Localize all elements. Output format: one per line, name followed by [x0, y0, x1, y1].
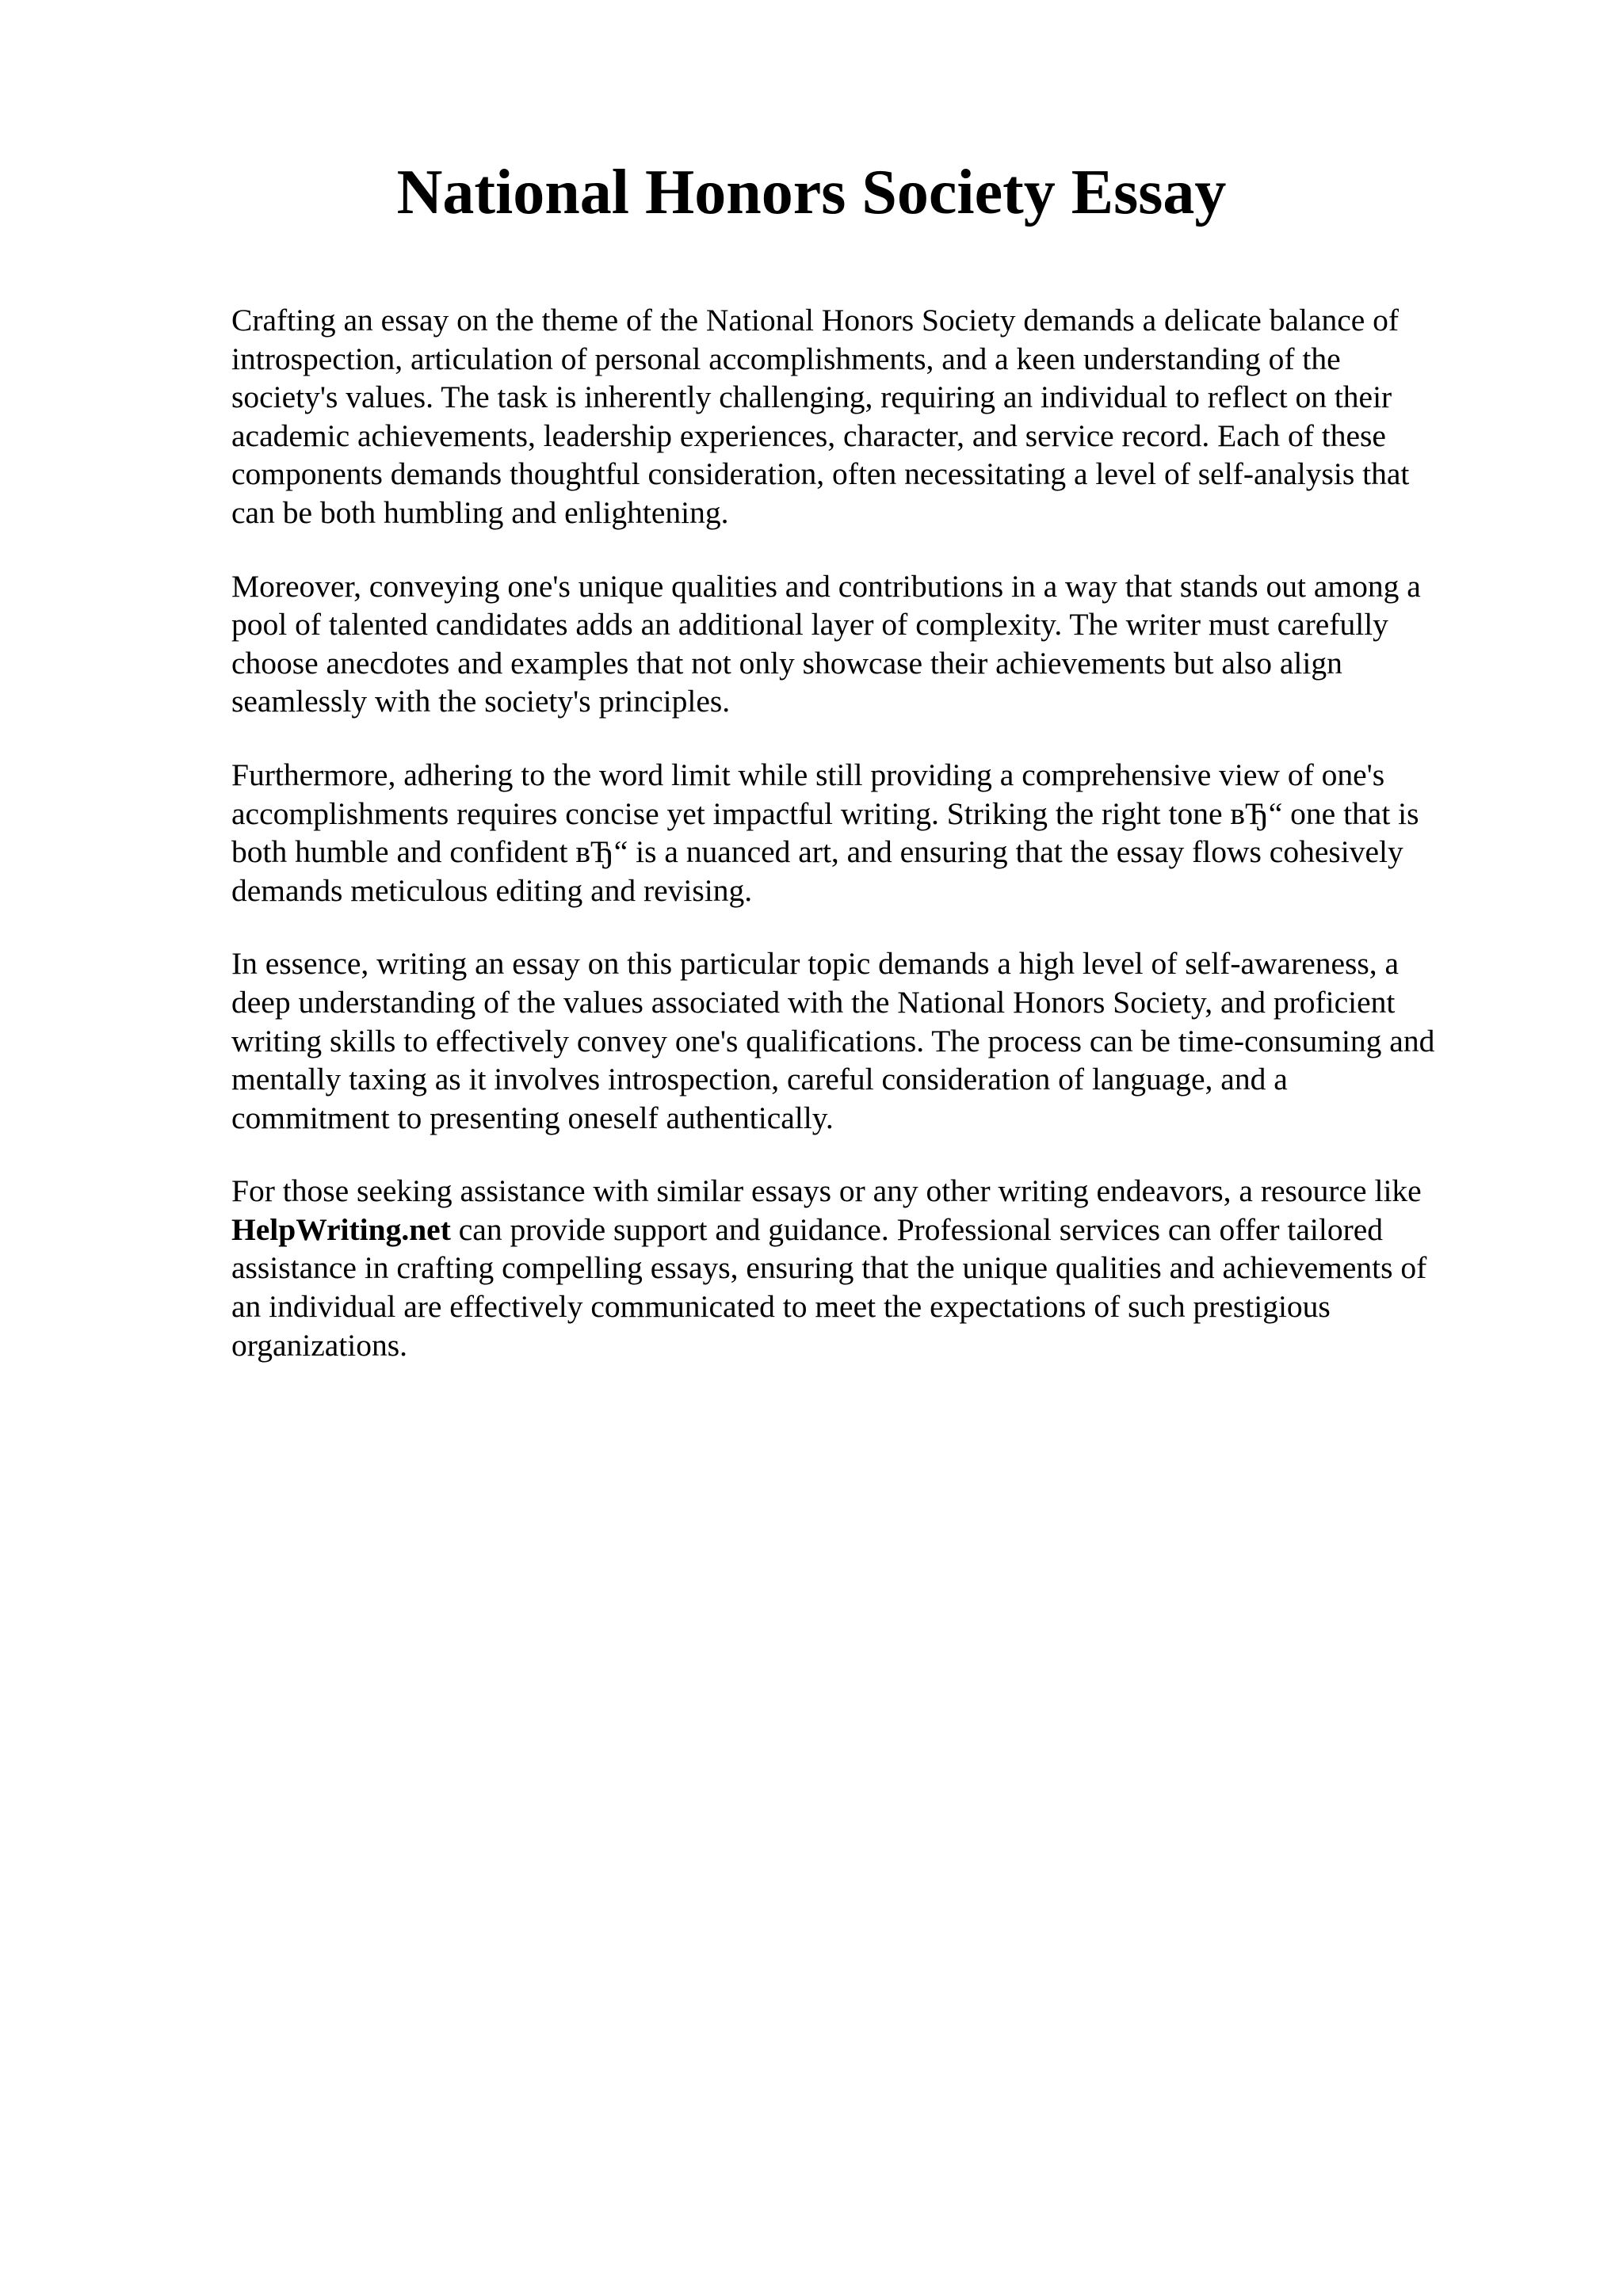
text-line: academic achievements, leadership experiences, character, and service record. Each of these [231, 418, 1386, 453]
text-line: Crafting an essay on the theme of the National Honors Society demands a delicate balance of [231, 303, 1400, 338]
paragraph-2 [231, 567, 1499, 721]
text-line: society's values. The task is inherently challenging, requiring an individual to reflect on their [231, 379, 1392, 415]
text-line: an individual are effectively communicated to meet the expectations of such prestigious [231, 1289, 1331, 1325]
paragraph-closing [231, 1172, 1499, 1364]
text-line: Moreover, conveying one's unique qualities and contributions in a way that stands out among a [231, 568, 1421, 604]
text-line: In essence, writing an essay on this particular topic demands a high level of self-awareness, a [231, 946, 1400, 982]
text-fragment: can provide support and guidance. Professional services can offer tailored [450, 1211, 1384, 1247]
text-line: seamlessly with the society's principles. [231, 684, 731, 719]
text-line: mentally taxing as it involves introspection, careful consideration of language, and a [231, 1062, 1288, 1097]
text-line: introspection, articulation of personal accomplishments, and a keen understanding of the [231, 341, 1341, 376]
text-line: both humble and confident вЂ“ is a nuanced art, and ensuring that the essay flows cohesively [231, 834, 1403, 870]
text-line: choose anecdotes and examples that not only showcase their achievements but also align [231, 645, 1342, 681]
text-line [231, 1211, 1499, 1249]
text-line: commitment to presenting oneself authentically. [231, 1100, 834, 1135]
text-line: For those seeking assistance with similar essays or any other writing endeavors, a resource like [231, 1173, 1422, 1209]
page-title: National Honors Society Essay [396, 158, 1227, 227]
text-line: Furthermore, adhering to the word limit while still providing a comprehensive view of one's [231, 757, 1385, 792]
text-line: organizations. [231, 1327, 407, 1363]
text-line: accomplishments requires concise yet impactful writing. Striking the right tone вЂ“ one that is [231, 795, 1419, 831]
text-line: assistance in crafting compelling essays, ensuring that the unique qualities and achievements of [231, 1250, 1427, 1286]
text-line: pool of talented candidates adds an additional layer of complexity. The writer must carefully [231, 607, 1388, 643]
text-line: can be both humbling and enlightening. [231, 494, 729, 530]
paragraph-3 [231, 756, 1499, 910]
text-line: components demands thoughtful consideration, often necessitating a level of self-analysis that [231, 456, 1410, 492]
paragraph-4 [231, 944, 1499, 1137]
text-line: deep understanding of the values associated with the National Honors Society, and proficient [231, 984, 1396, 1020]
text-line: writing skills to effectively convey one's qualifications. The process can be time-consuming and [231, 1023, 1435, 1058]
text-line: demands meticulous editing and revising. [231, 872, 753, 908]
helpwriting-link[interactable]: HelpWriting.net [231, 1211, 451, 1247]
paragraph-1 [231, 301, 1499, 532]
essay-body [231, 301, 1499, 1399]
